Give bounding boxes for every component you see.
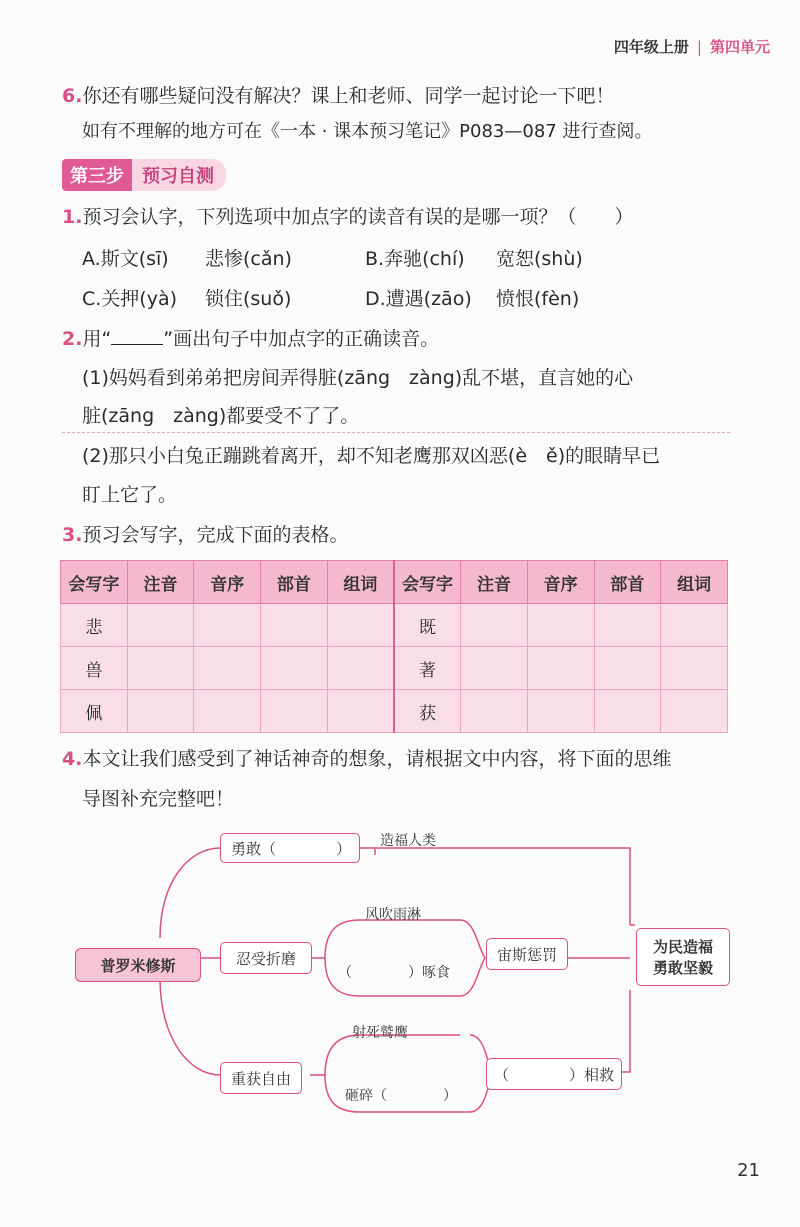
char-cell: 既 xyxy=(394,604,461,647)
sentence-2a: (2)那只小白兔正蹦跳着离开，却不知老鹰那双凶恶(è ě)的眼睛早已 xyxy=(82,445,661,467)
blank-cell[interactable] xyxy=(661,647,728,690)
table-header: 会写字 xyxy=(61,561,128,604)
table-header: 部首 xyxy=(594,561,661,604)
blank-cell[interactable] xyxy=(327,690,394,733)
option-a-1: A.斯文(sī) xyxy=(82,248,169,270)
mindmap-branch-2-bottom[interactable]: （ ）啄食 xyxy=(338,965,450,981)
char-cell: 兽 xyxy=(61,647,128,690)
blank-cell[interactable] xyxy=(661,690,728,733)
mindmap-branch-1[interactable]: 勇敢（ ） xyxy=(220,833,360,863)
writing-table xyxy=(60,560,728,733)
option-a-2: 悲惨(cǎn) xyxy=(205,248,292,270)
summary-line-1: 为民造福 xyxy=(652,938,713,956)
table-header: 音序 xyxy=(527,561,594,604)
table-header: 音序 xyxy=(194,561,261,604)
blank-cell[interactable] xyxy=(461,604,528,647)
char-cell: 著 xyxy=(394,647,461,690)
blank-cell[interactable] xyxy=(194,647,261,690)
mindmap-result-rescue[interactable]: （ ）相救 xyxy=(486,1058,622,1090)
table-header: 组词 xyxy=(327,561,394,604)
mindmap-root: 普罗米修斯 xyxy=(75,948,201,982)
mindmap-branch-3: 重获自由 xyxy=(220,1062,302,1094)
blank-cell[interactable] xyxy=(594,604,661,647)
sentence-1b: 脏(zāng zàng)都要受不了了。 xyxy=(82,405,360,427)
underline-blank xyxy=(111,324,163,345)
blank-cell[interactable] xyxy=(127,690,194,733)
question-2: 2.用“ ”画出句子中加点字的正确读音。 xyxy=(62,324,439,353)
option-d-1: D.遭遇(zāo) xyxy=(365,288,472,310)
blank-cell[interactable] xyxy=(261,647,328,690)
blank-cell[interactable] xyxy=(661,604,728,647)
mindmap-branch-3-top: 射死鹫鹰 xyxy=(352,1025,408,1041)
table-row xyxy=(61,604,728,647)
char-cell: 佩 xyxy=(61,690,128,733)
question-6: 6.你还有哪些疑问没有解决？课上和老师、同学一起讨论一下吧！ xyxy=(62,85,615,107)
mindmap-summary xyxy=(636,928,730,986)
table-header-row xyxy=(61,561,728,604)
page-number: 21 xyxy=(737,1160,760,1181)
question-3: 3.预习会写字，完成下面的表格。 xyxy=(62,524,349,546)
sentence-1a: (1)妈妈看到弟弟把房间弄得脏(zāng zàng)乱不堪，直言她的心 xyxy=(82,367,634,389)
blank-cell[interactable] xyxy=(461,690,528,733)
mindmap-branch-1-note: 造福人类 xyxy=(380,833,436,849)
blank-cell[interactable] xyxy=(461,647,528,690)
table-header: 注音 xyxy=(461,561,528,604)
blank-cell[interactable] xyxy=(127,604,194,647)
blank-cell[interactable] xyxy=(594,647,661,690)
unit-label: 第四单元 xyxy=(709,38,770,56)
blank-cell[interactable] xyxy=(261,604,328,647)
mindmap-result-punish: 宙斯惩罚 xyxy=(486,938,568,970)
option-b-1: B.奔驰(chí) xyxy=(365,248,465,270)
blank-cell[interactable] xyxy=(527,690,594,733)
char-cell: 获 xyxy=(394,690,461,733)
question-6-note: 如有不理解的地方可在《一本 · 课本预习笔记》P083—087 进行查阅。 xyxy=(82,121,653,142)
question-1: 1.预习会认字，下列选项中加点字的读音有误的是哪一项？（ ） xyxy=(62,206,634,228)
table-row xyxy=(61,690,728,733)
question-4-cont: 导图补充完整吧！ xyxy=(82,788,235,810)
blank-cell[interactable] xyxy=(327,604,394,647)
option-c-2: 锁住(suǒ) xyxy=(205,288,292,310)
blank-cell[interactable] xyxy=(261,690,328,733)
summary-line-2: 勇敢坚毅 xyxy=(652,959,713,977)
table-header: 会写字 xyxy=(394,561,461,604)
option-c-1: C.关押(yà) xyxy=(82,288,178,310)
option-b-2: 宽恕(shù) xyxy=(496,248,583,270)
table-header: 注音 xyxy=(127,561,194,604)
grade-label: 四年级上册 xyxy=(613,38,689,56)
blank-cell[interactable] xyxy=(527,647,594,690)
blank-cell[interactable] xyxy=(327,647,394,690)
mindmap-branch-3-bottom[interactable]: 砸碎（ ） xyxy=(345,1088,457,1104)
page-header: 四年级上册 | 第四单元 xyxy=(613,38,770,56)
mindmap-branch-2-top: 风吹雨淋 xyxy=(365,907,421,923)
table-row xyxy=(61,647,728,690)
char-cell: 悲 xyxy=(61,604,128,647)
mindmap-branch-2: 忍受折磨 xyxy=(220,942,312,974)
sentence-2b: 盯上它了。 xyxy=(82,484,178,506)
blank-cell[interactable] xyxy=(127,647,194,690)
table-header: 组词 xyxy=(661,561,728,604)
step-tag: 第三步 预习自测 xyxy=(62,160,226,190)
option-d-2: 愤恨(fèn) xyxy=(496,288,580,310)
table-header: 部首 xyxy=(261,561,328,604)
question-4: 4.本文让我们感受到了神话神奇的想象，请根据文中内容，将下面的思维 xyxy=(62,748,672,770)
blank-cell[interactable] xyxy=(194,690,261,733)
blank-cell[interactable] xyxy=(194,604,261,647)
blank-cell[interactable] xyxy=(527,604,594,647)
dashed-divider xyxy=(62,432,730,433)
blank-cell[interactable] xyxy=(594,690,661,733)
